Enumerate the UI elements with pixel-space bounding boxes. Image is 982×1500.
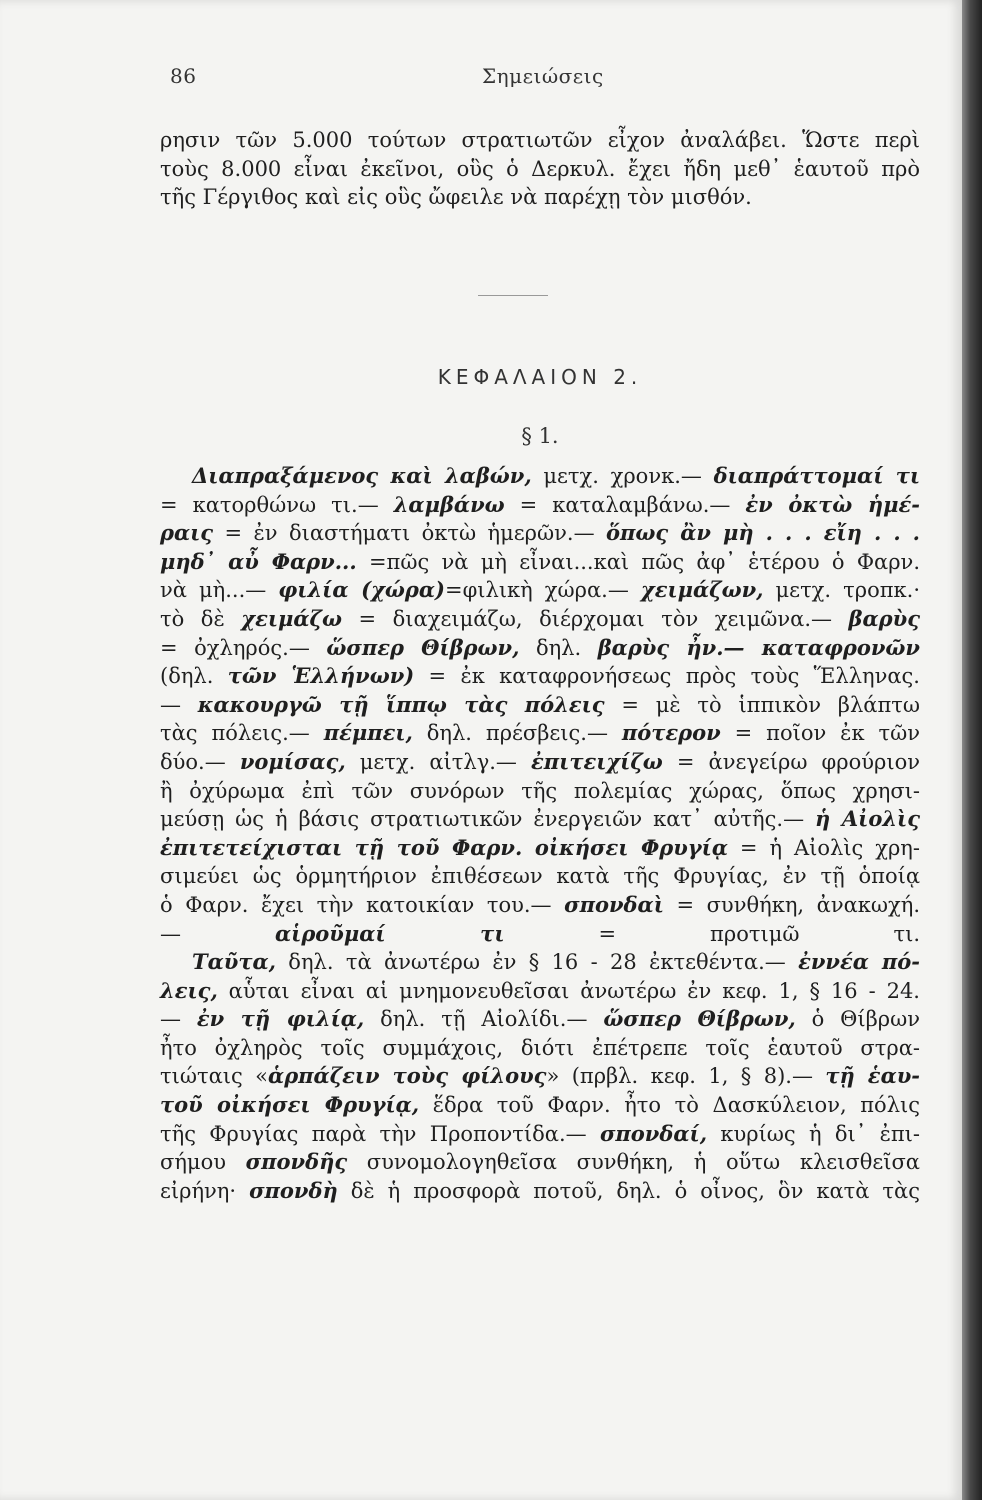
gloss-text: δηλ. [519,635,598,660]
gloss-text: σιμεύει ὡς ὁρμητήριον ἐπιθέσεων κατὰ τῆς Φρυγίας, ἐν τῇ ὁποίᾳ [160,864,920,889]
lemma-term: λεις, [160,977,218,1003]
note-line [160,1062,920,1091]
gloss-text: = ἡ Αἰολὶς χρη- [728,835,920,860]
lemma-term: νομίσας, [239,748,346,774]
note-line [160,1005,920,1034]
gloss-text: » (πρβλ. κεφ. 1, § 8).— [546,1064,826,1089]
gloss-text: ὁ Φαρν. ἔχει τὴν κατοικίαν του.— [160,892,565,917]
gloss-text: = ἀνεγείρω φρούριον [662,749,921,774]
note-line [160,462,920,491]
lemma-term: αἱροῦμαί τι [275,920,505,946]
note-line [160,948,920,977]
lemma-term: σπονδῆς [245,1149,348,1175]
gloss-text: τὰς πόλεις.— [160,721,324,746]
note-line [160,1148,920,1177]
lemma-term: ὅπως ἂν μὴ . . . εἴη . . . [605,520,920,546]
note-line [160,1034,920,1063]
lemma-term: ἐννέα πό- [798,949,920,975]
lemma-term: τοῦ οἰκήσει Φρυγίᾳ, [160,1092,420,1118]
note-line [160,891,920,920]
gloss-text: τὸ δὲ [160,606,242,631]
gloss-text: =φιλικὴ χώρα.— [444,578,641,603]
gloss-text: = ἐν διαστήματι ὀκτὼ ἡμερῶν.— [213,521,606,546]
gloss-text: = συνθήκη, ἀνακωχή. [663,892,920,917]
note-line [160,691,920,720]
section-divider [478,295,548,296]
note-line [160,1091,920,1120]
gloss-text: = διαχειμάζω, διέρχομαι τὸν χειμῶνα.— [341,606,849,631]
lemma-term: ὥσπερ Θίβρων, [603,1006,796,1032]
lemma-term: φιλία (χώρα) [278,577,445,603]
gloss-text: νὰ μὴ...— [160,578,279,603]
lemma-term: σπονδὴ [249,1177,338,1203]
lemma-term: πέμπει, [323,720,413,746]
intro-line: τῆς Γέργιθος καὶ εἰς οὓς ὤφειλε νὰ παρέχῃ τὸν μισθόν. [160,185,752,210]
lemma-term: βαρὺς ἦν.— καταφρονῶν [597,634,920,660]
gloss-text: (δηλ. [160,664,228,689]
note-line [160,1120,920,1149]
lemma-term: σπονδαί, [599,1120,708,1146]
lemma-term: ἐπιτετείχισται τῇ τοῦ Φαρν. οἰκήσει Φρυγίᾳ [160,834,728,860]
gloss-text: — [160,692,198,717]
lemma-term: χειμάζων, [640,577,764,603]
gloss-text: εἰρήνη· [160,1178,250,1203]
gloss-text: ἕδρα τοῦ Φαρν. ἦτο τὸ Δασκύλειον, πόλις [419,1093,920,1118]
gloss-text: δύο.— [160,749,240,774]
gloss-text: δηλ. πρέσβεις.— [412,721,622,746]
gloss-text: — [160,1007,197,1032]
lemma-term: ἐν τῇ φιλίᾳ, [196,1006,365,1032]
lemma-term: Ταῦτα, [192,949,276,975]
gloss-text: κυρίως ἡ δι᾽ ἐπι- [707,1121,920,1146]
lemma-term: τῇ ἑαυ- [825,1063,921,1089]
lemma-term: βαρὺς [848,605,920,631]
gloss-text: ἦτο ὀχληρὸς τοῖς συμμάχοις, διότι ἐπέτρεπε τοῖς ἑαυτοῦ στρα- [160,1035,920,1060]
note-line [160,1177,920,1206]
running-head [170,64,902,94]
gloss-text: δηλ. τὰ ἀνωτέρω ἐν § 16 - 28 ἐκτεθέντα.— [275,950,799,975]
note-line [160,862,920,891]
gloss-text: = ποῖον ἐκ τῶν [720,721,920,746]
note-line [160,576,920,605]
note-line [160,634,920,663]
gloss-text: = ἐκ καταφρονήσεως πρὸς τοὺς Ἕλληνας. [414,664,920,689]
lemma-term: χειμάζω [241,605,342,631]
commentary-notes [160,462,920,1205]
gloss-text: — [160,921,275,946]
note-line [160,777,920,806]
section-heading: § 1. [521,424,559,448]
page-number: 86 [170,64,197,88]
gloss-text: αὗται εἶναι αἱ μνημονευθεῖσαι ἀνωτέρω ἐν κεφ. 1, § 16 - 24. [217,978,920,1003]
lemma-term: μηδ᾽ αὖ Φαρν... [160,548,357,574]
lemma-term: διαπράττομαί τι [713,463,920,488]
lemma-term: ἡ Αἰολὶς [815,806,920,832]
note-line [160,920,920,949]
gloss-text: μετχ. χρονκ.— [531,464,714,488]
gloss-text: ὁ Θίβρων [795,1007,920,1032]
intro-line: τοὺς 8.000 εἶναι ἐκεῖνοι, οὓς ὁ Δερκυλ. ἔχει ἤδη μεθ᾽ ἑαυτοῦ πρὸ [160,156,920,181]
lemma-term: κακουργῶ τῇ ἵππῳ τὰς πόλεις [197,691,605,717]
note-line [160,662,920,691]
gloss-text: μεύσῃ ὡς ἡ βάσις στρατιωτικῶν ἐνεργειῶν κατ᾽ αὐτῆς.— [160,807,816,832]
gloss-text: = προτιμῶ τι. [504,921,920,946]
gloss-text: = καταλαμβάνω.— [504,492,746,517]
lemma-term: ὥσπερ Θίβρων, [326,634,520,660]
lemma-term: τῶν Ἑλλήνων) [227,663,415,689]
gloss-text: = κατορθώνω τι.— [160,492,394,517]
note-line [160,519,920,548]
note-line [160,605,920,634]
gloss-text: τιώταις « [160,1064,269,1089]
lemma-term: λαμβάνω [393,491,505,517]
intro-line: ρησιν τῶν 5.000 τούτων στρατιωτῶν εἶχον ἀναλάβει. Ὥστε περὶ [160,128,920,152]
gloss-text: μετχ. τροπκ.· [763,578,921,603]
note-line [160,834,920,863]
gloss-text: μετχ. αἰτλγ.— [345,749,532,774]
running-title: Σημειώσεις [482,64,604,88]
gloss-text: ἢ ὀχύρωμα ἐπὶ τῶν συνόρων τῆς πολεμίας χώρας, ὅπως χρησι- [160,778,920,803]
lemma-term: Διαπραξάμενος καὶ λαβών, [192,463,532,488]
note-line [160,977,920,1006]
note-line [160,548,920,577]
gloss-text: δὲ ἡ προσφορὰ ποτοῦ, δηλ. ὁ οἶνος, ὃν κατὰ τὰς [337,1178,920,1203]
page-edge-shadow [962,0,982,1500]
gloss-text: = ὀχληρός.— [160,635,327,660]
gloss-text: δηλ. τῇ Αἰολίδι.— [364,1007,604,1032]
chapter-heading: ΚΕΦΑΛΑΙΟΝ 2. [437,365,643,389]
gloss-text: = μὲ τὸ ἱππικὸν βλάπτω [604,692,920,717]
lemma-term: ραις [160,520,214,546]
intro-paragraph [160,126,920,212]
gloss-text: συνομολογηθεῖσα συνθήκη, ἡ οὕτω κλεισθεῖσα [347,1150,920,1175]
lemma-term: σπονδαὶ [564,891,664,917]
lemma-term: ἁρπάζειν τοὺς φίλους [268,1063,547,1089]
note-line [160,719,920,748]
gloss-text: =πῶς νὰ μὴ εἶναι...καὶ πῶς ἀφ᾽ ἑτέρου ὁ Φαρν. [356,549,920,574]
note-line [160,805,920,834]
gloss-text: σήμου [160,1150,246,1175]
lemma-term: πότερον [621,720,721,746]
lemma-term: ἐν ὀκτὼ ἡμέ- [745,491,920,517]
lemma-term: ἐπιτειχίζω [531,748,663,774]
gloss-text: τῆς Φρυγίας παρὰ τὴν Προποντίδα.— [160,1121,600,1146]
note-line [160,748,920,777]
note-line [160,491,920,520]
